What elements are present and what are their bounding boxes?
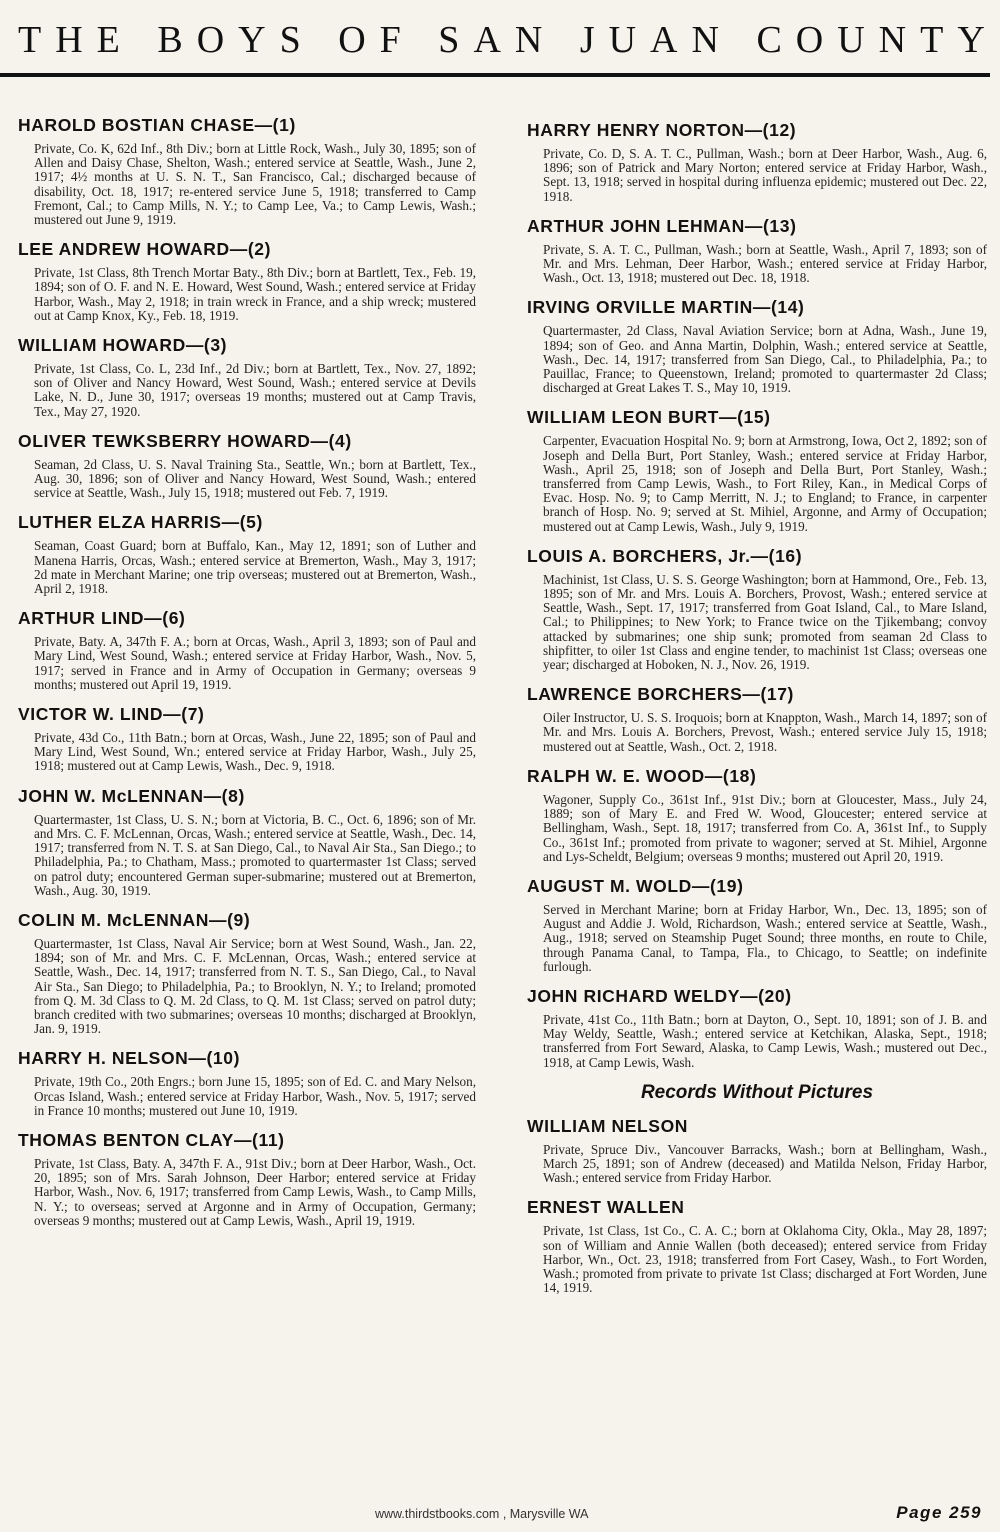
record-entry [527,297,987,395]
record-name: RALPH W. E. WOOD—(18) [527,765,757,786]
record-entry [527,216,987,286]
record-entry [18,704,476,774]
record-body: Private, 41st Co., 11th Batn.; born at Dayton, O., Sept. 10, 1891; son of J. B. and May Weldy, Seattle, Wash.; entered service at Ketchikan, Alaska, Sept., 1918; transferred from Fort Seward, Alaska, to Camp Lewis, Wash.; mustered out Dec., 1918, at Camp Lewis, Wash. [543,1011,987,1070]
record-entry [527,986,987,1070]
page-header [0,0,1000,78]
record-body: Private, Spruce Div., Vancouver Barracks, Wash.; born at Bellingham, Wash., March 25, 1891; son of Andrew (deceased) and Matilda Nelson, Friday Harbor, Wash.; entered service from Friday Harbor. [543,1141,987,1186]
record-name: ARTHUR JOHN LEHMAN—(13) [527,215,797,236]
record-name: LAWRENCE BORCHERS—(17) [527,684,794,705]
record-entry [18,335,476,419]
record-entry [18,115,476,227]
record-body: Wagoner, Supply Co., 361st Inf., 91st Div.; born at Gloucester, Mass., July 24, 1889; son of Mary E. and Fred W. Wood, Gloucester; entered service at Bellingham, Wash., Sept. 18, 1917; transferred from Co. A, 361st Inf., to Supply Co., 361st Inf.; promoted from private to wagoner; served at St. Mihiel, Argonne and Lys-Scheldt, Belgium; overseas 9 months; mustered out April 20, 1919. [543,791,987,864]
record-name: LUTHER ELZA HARRIS—(5) [18,512,263,533]
record-name: WILLIAM NELSON [527,1115,689,1136]
record-name: LOUIS A. BORCHERS, Jr.—(16) [527,545,803,566]
header-rule [0,73,990,77]
record-body: Private, 1st Class, Baty. A, 347th F. A., 91st Div.; born at Deer Harbor, Wash., Oct. 20, 1895; son of Mrs. Sarah Johnson, Deer Harbor; entered service at Friday Harbor, Wash., Nov. 6, 1917; transferred from Camp Lewis, Wash., to Camp Mills, N. Y.; to overseas; served at Argonne and in Army of Occupation, Germany; overseas 9 months; mustered out at Camp Lewis, Wash., April 19, 1919. [34,1155,476,1228]
record-name: ARTHUR LIND—(6) [18,608,186,629]
record-body: Private, 1st Class, 8th Trench Mortar Baty., 8th Div.; born at Bartlett, Tex., Feb. 19, 1894; son of O. F. and N. E. Howard, West Sound, Wash.; entered service at Friday Harbor, Wash., May 2, 1918; in train wreck in France, and a ship wreck; mustered out at Camp Knox, Ky., Feb. 18, 1919. [34,265,476,323]
record-entry [527,766,987,864]
record-entry [18,239,476,323]
left-column [18,115,476,1240]
page-title: THE BOYS OF SAN JUAN COUNTY [18,19,999,61]
record-entry [18,786,476,898]
record-name: COLIN M. McLENNAN—(9) [18,909,251,930]
record-name: HAROLD BOSTIAN CHASE—(1) [18,115,296,135]
record-name: AUGUST M. WOLD—(19) [527,875,744,896]
record-body: Seaman, 2d Class, U. S. Naval Training Sta., Seattle, Wn.; born at Bartlett, Tex., Aug. 30, 1896; son of Oliver and Nancy Howard, West Sound, Wash.; entered service at Seattle, Wash., July 15, 1918; mustered out Feb. 7, 1919. [34,456,476,501]
record-name: WILLIAM HOWARD—(3) [18,335,228,356]
record-name: THOMAS BENTON CLAY—(11) [18,1129,285,1150]
record-entry [527,1197,987,1295]
record-entry [527,684,987,754]
record-body: Served in Merchant Marine; born at Friday Harbor, Wn., Dec. 13, 1895; son of August and Addie J. Wold, Richardson, Wash.; entered service at Seattle, Wash., Aug., 1918; served on Steamship Puget Sound; three months, en route to Chile, through Panama Canal, to Tampa, Fla., to Chicago, to Seattle; on indefinite furlough. [543,901,987,974]
numbered-records-right [527,120,987,1070]
record-body: Oiler Instructor, U. S. S. Iroquois; born at Knappton, Wash., March 14, 1897; son of Mr. and Mrs. Louis A. Borchers, Prevost, Wash.; entered service July 15, 1918; mustered out at Seattle, Wash., Oct. 2, 1918. [543,710,987,754]
record-entry [527,876,987,974]
record-entry [18,512,476,596]
record-entry [18,1048,476,1118]
records-without-pictures-heading: Records Without Pictures [640,1081,874,1103]
record-name: OLIVER TEWKSBERRY HOWARD—(4) [18,430,352,451]
record-body: Private, 1st Class, 1st Co., C. A. C.; born at Oklahoma City, Okla., May 28, 1897; son of William and Annie Wallen (both deceased); entered service from Friday Harbor, Wn., Oct. 23, 1918; transferred from Fort Casey, Wash., to Fort Worden, Wash.; promoted from private to private 1st Class; discharged at Fort Worden, June 14, 1919. [543,1223,987,1296]
record-body: Machinist, 1st Class, U. S. S. George Washington; born at Hammond, Ore., Feb. 13, 1895; son of Mr. and Mrs. Louis A. Borchers, Provost, Wash.; entered service at Seattle, Wash., Sept. 17, 1917; transferred from Goat Island, Cal., to Mare Island, Cal.; to Philippines; to New York; to France twice on the Tjikembang; convoy attacked by submarines; one ship sunk; promoted from seaman 2d Class to shipfitter, to oiler 1st Class and engine tender, to machinist 1st Class; overseas one year; discharged at Hoboken, N. J., Nov. 26, 1919. [543,571,987,673]
record-entry [527,1116,987,1186]
record-body: Private, Baty. A, 347th F. A.; born at Orcas, Wash., April 3, 1893; son of Paul and Mary Lind, West Sound, Wash.; entered service at Friday Harbor, Wash., Nov. 5, 1917; served in France and in Army of Occupation in Germany; overseas 9 months; mustered out April 19, 1919. [34,634,476,692]
record-name: HARRY H. NELSON—(10) [18,1048,241,1069]
record-entry [527,546,987,672]
record-body: Private, 19th Co., 20th Engrs.; born June 15, 1895; son of Ed. C. and Mary Nelson, Orcas Island, Wash.; entered service at Friday Harbor, Wash., Nov. 5, 1917; served in France 10 months; mustered out June 10, 1919. [34,1074,476,1118]
record-body: Private, Co. D, S. A. T. C., Pullman, Wash.; born at Deer Harbor, Wash., Aug. 6, 1896; son of Patrick and Mary Norton; entered service at Friday Harbor, Wash., Sept. 13, 1918; served in hospital during influenza epidemic; mustered out Dec. 22, 1918. [543,146,987,204]
record-entry [18,1130,476,1228]
footer-site: www.thirdstbooks.com , Marysville WA [375,1507,589,1521]
record-body: Quartermaster, 2d Class, Naval Aviation Service; born at Adna, Wash., June 19, 1894; son of Geo. and Anna Martin, Dolphin, Wash.; entered service at Seattle, Wash., Dec. 14, 1917; transferred from San Diego, Cal., to Philadelphia, Pa.; to Pauillac, France; to Queenstown, Ireland; promoted to quartermaster 2d Class; discharged at Great Lakes T. S., May 10, 1919. [543,323,987,396]
record-name: LEE ANDREW HOWARD—(2) [18,239,272,260]
record-name: HARRY HENRY NORTON—(12) [527,120,797,140]
record-body: Private, 1st Class, Co. L, 23d Inf., 2d Div.; born at Bartlett, Tex., Nov. 27, 1892; son of Oliver and Nancy Howard, West Sound, Wash.; entered service at Devils Lake, N. D., June 30, 1917; overseas 19 months; mustered out at Camp Travis, Tex., May 27, 1920. [34,361,476,419]
record-name: JOHN W. McLENNAN—(8) [18,785,245,806]
page-number: Page 259 [896,1503,982,1522]
record-body: Private, 43d Co., 11th Batn.; born at Orcas, Wash., June 22, 1895; son of Paul and Mary Lind, West Sound, Wn.; entered service at Friday Harbor, Wash., July 25, 1918; mustered out at Camp Lewis, Wash., Dec. 9, 1918. [34,730,476,774]
record-entry [527,120,987,204]
record-entry [18,431,476,501]
record-name: WILLIAM LEON BURT—(15) [527,407,771,428]
record-body: Quartermaster, 1st Class, U. S. N.; born at Victoria, B. C., Oct. 6, 1896; son of Mr. and Mrs. C. F. McLennan, Orcas, Wash.; entered service at Seattle, Wash., Dec. 14, 1917; transferred from N. T. S. at San Diego, Cal., to Naval Air Sta., San Diego.; to Philadelphia, Pa.; to Chatham, Mass.; promoted to quartermaster 1st Class; served on patrol duty; encountered German super-submarine; mustered out at Bremerton, Wash., Aug. 30, 1919. [34,811,476,898]
record-body: Private, S. A. T. C., Pullman, Wash.; born at Seattle, Wash., April 7, 1893; son of Mr. and Mrs. Lehman, Deer Harbor, Wash.; entered service at Friday Harbor, Wash., Oct. 13, 1918; mustered out Dec. 18, 1918. [543,241,987,286]
record-entry [18,608,476,692]
record-body: Private, Co. K, 62d Inf., 8th Div.; born at Little Rock, Wash., July 30, 1895; son of Allen and Daisy Chase, Shelton, Wash.; entered service at Seattle, Wash., June 2, 1917; 4½ months at U. S. N. T., San Francisco, Cal.; discharged because of disability, Oct. 18, 1917; re-entered service June 5, 1918; transferred to Camp Fremont, Cal.; to Camp Mills, N. Y.; to Camp Lee, Va.; to Camp Lewis, Wash.; mustered out June 9, 1919. [34,141,476,228]
record-entry [18,910,476,1036]
right-column [527,120,987,1307]
record-body: Carpenter, Evacuation Hospital No. 9; born at Armstrong, Iowa, Oct 2, 1892; son of Joseph and Della Burt, Port Stanley, Wash.; entered service at Friday Harbor, Wash., April 25, 1918; son of Joseph and Della Burt, Port Stanley, Wash.; transferred from Camp Lewis, Wash., to Fort Riley, Kan., in Medical Corps of Evac. Hosp. No. 9; to Camp Merritt, N. J.; to England; to France, in carpenter branch of Hosp. No. 9; served at St. Mihiel, Argonne, and Army of Occupation; mustered out at Camp Lewis, Wash., July 9, 1919. [543,433,987,534]
record-name: VICTOR W. LIND—(7) [18,704,205,725]
record-body: Seaman, Coast Guard; born at Buffalo, Kan., May 12, 1891; son of Luther and Manena Harris, Orcas, Wash.; entered service at Bremerton, Wash., May 3, 1917; 2d mate in Merchant Marine; one trip overseas; mustered out at Bremerton, Wash., April 2, 1918. [34,538,476,597]
records-without-pictures [527,1116,987,1296]
record-name: IRVING ORVILLE MARTIN—(14) [527,297,805,318]
record-name: JOHN RICHARD WELDY—(20) [527,985,792,1006]
record-entry [527,407,987,533]
record-body: Quartermaster, 1st Class, Naval Air Service; born at West Sound, Wash., Jan. 22, 1894; son of Mr. and Mrs. C. F. McLennan, Orcas, Wash.; entered service at Seattle, Wash., Dec. 14, 1917; transferred from N. T. S., San Diego, Cal., to Naval Air Sta., San Diego; to Philadelphia, Pa.; to Brooklyn, N. Y.; to Ireland; promoted from Q. M. 3d Class to Q. M. 2d Class, to Q. M. 1st Class; served on patrol duty; branch credited with two submarines; overseas 10 months; discharged at Brooklyn, Jan. 9, 1919. [34,935,476,1037]
record-name: ERNEST WALLEN [527,1197,685,1218]
